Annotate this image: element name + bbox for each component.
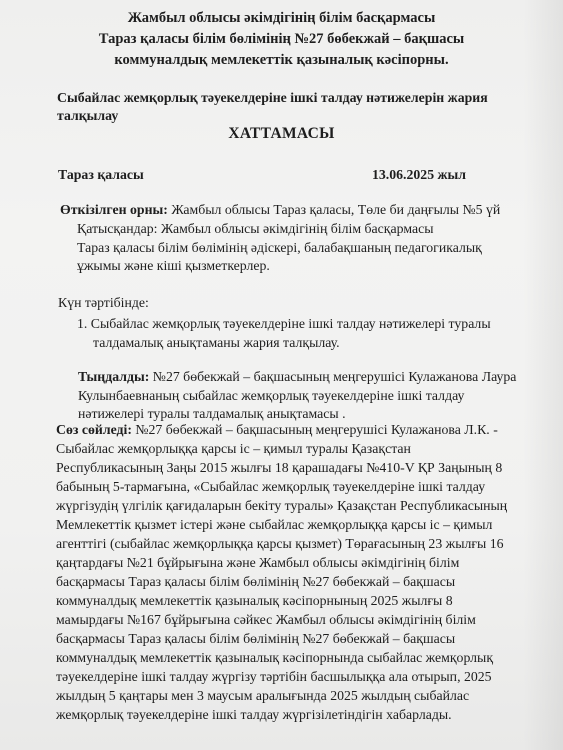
speech-label: Сөз сөйледі:: [56, 422, 132, 437]
header-line-1: Жамбыл облысы әкімдігінің білім басқармасы: [127, 10, 436, 26]
speech-line: коммуналдық мемлекеттік қазыналық кәсіпорнының 2025 жылғы 8: [56, 593, 453, 608]
agenda-label: Күн тәртібінде:: [58, 295, 149, 310]
speech-line: басқармасы Тараз қаласы білім бөлімінің №27 бөбекжай – бақшасы: [56, 631, 456, 646]
document-title: ХАТТАМАСЫ: [228, 125, 335, 142]
participants-line-3: ұжымы және кіші қызметкерлер.: [77, 258, 270, 273]
subject-line-1: Сыбайлас жемқорлық тәуекелдеріне ішкі талдау нәтижелерін жария: [57, 90, 488, 105]
heard-label: Тыңдалды:: [78, 369, 150, 384]
speech-line: жылдың 5 қаңтары мен 3 маусым аралығында 2025 жылдың сыбайлас: [56, 688, 470, 703]
speech-line: қаңтардағы №21 бұйрығына және Жамбыл облысы әкімдігінің білім: [56, 555, 460, 570]
speech-line: мамырдағы №167 бұйрығына сәйкес Жамбыл облысы әкімдігінің білім: [56, 612, 476, 627]
participants-line-2: Тараз қаласы білім бөлімінің әдіскері, балабақшаның педагогикалық: [77, 240, 482, 255]
agenda-item-1-line-1: 1. Сыбайлас жемқорлық тәуекелдеріне ішкі талдау нәтижелері туралы: [77, 316, 491, 331]
venue-label: Өткізілген орны:: [60, 202, 168, 217]
speech-line: бабының 5-тармағына, «Сыбайлас жемқорлық тәуекелдеріне ішкі талдау: [56, 479, 486, 494]
venue-value: Жамбыл облысы Тараз қаласы, Төле би даңғылы №5 үй: [167, 202, 501, 217]
heard-line-3: нәтижелері туралы талдамалық анықтамасы .: [78, 406, 346, 421]
speech-line: агенттігі (сыбайлас жемқорлыққа қарсы қызмет) Төрағасының 23 жылғы 16: [56, 536, 504, 551]
speech-line-1: [56, 421, 498, 439]
header-line-2: Тараз қаласы білім бөлімінің №27 бөбекжай – бақшасы: [98, 31, 465, 47]
speech-line: жүргізудің үлгілік қағидаларын бекіту туралы» Қазақстан Республикасының: [56, 498, 508, 513]
date: 13.06.2025 жыл: [372, 167, 467, 182]
heard-line-1-text: №27 бөбекжай – бақшасының меңгерушісі Кулажанова Лаура: [149, 369, 517, 384]
heard-line-1: [78, 368, 516, 386]
header-line-3: коммуналдық мемлекеттік қазыналық кәсіпорны.: [114, 52, 449, 68]
speech-line: басқармасы Тараз қаласы білім бөлімінің №27 бөбекжай – бақшасы: [56, 574, 456, 589]
speech-line: жемқорлық тәуекелдеріне ішкі талдау жүргізілетіндігін хабарлады.: [56, 707, 452, 722]
speech-line-1-text: №27 бөбекжай – бақшасының меңгерушісі Кулажанова Л.К. -: [131, 422, 498, 437]
participants-line-1: Қатысқандар: Жамбыл облысы әкімдігінің білім басқармасы: [77, 221, 434, 236]
venue: [60, 201, 500, 219]
speech-line: Мемлекеттік қызмет істері және сыбайлас жемқорлыққа қарсы іс – қимыл: [56, 517, 493, 532]
place: Тараз қаласы: [58, 167, 144, 182]
speech-line: тәуекелдеріне ішкі талдау жүргізу тәртібін басшылыққа ала отырып, 2025: [56, 669, 492, 684]
speech-line: Республикасының Заңы 2015 жылғы 18 қарашадағы №410-V ҚР Заңының 8: [56, 460, 503, 475]
heard-line-2: Кулынбаевнаның сыбайлас жемқорлық тәуекелдеріне ішкі талдау: [78, 388, 465, 403]
speech-line: коммуналдық мемлекеттік қазыналық кәсіпорнында сыбайлас жемқорлық: [56, 650, 494, 665]
subject-line-2: талқылау: [57, 108, 119, 123]
speech-line: Сыбайлас жемқорлыққа қарсы іс – қимыл туралы Қазақстан: [56, 441, 411, 456]
agenda-item-1-line-2: талдамалық анықтаманы жария талқылау.: [93, 335, 340, 350]
